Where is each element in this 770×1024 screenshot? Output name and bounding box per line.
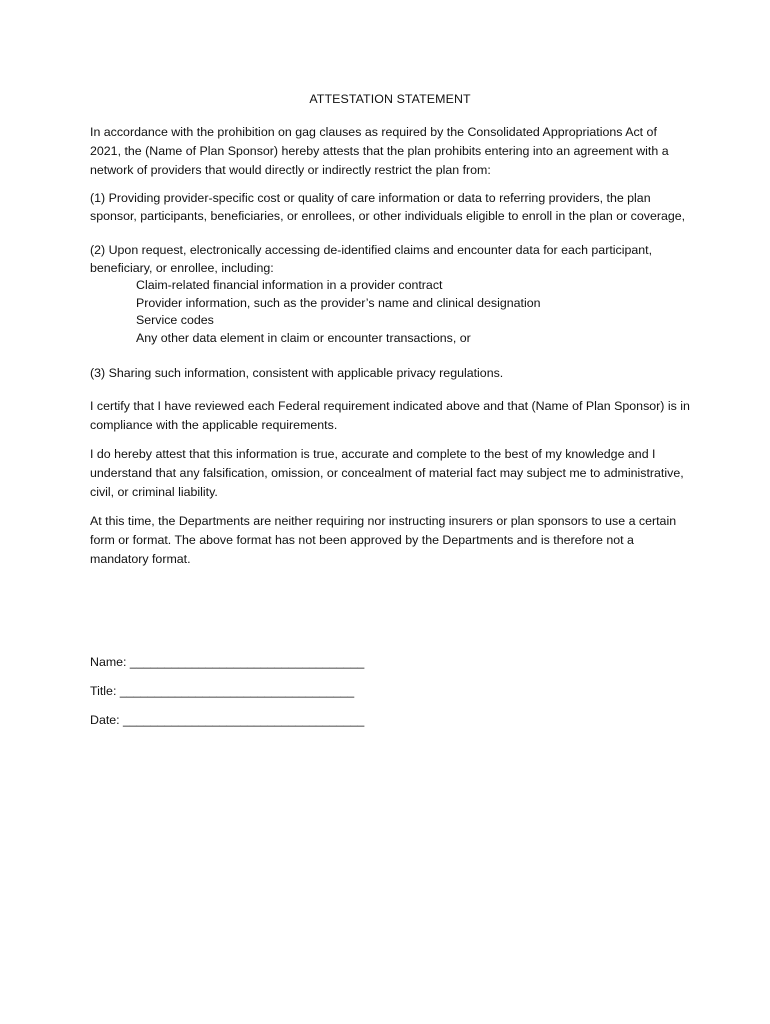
item-2-list [90,277,690,347]
item-3-paragraph: (3) Sharing such information, consistent with applicable privacy regulations. [90,366,504,380]
signature-block [90,653,364,740]
list-item: Any other data element in claim or encounter transactions, or [136,330,471,345]
attest-paragraph: I do hereby attest that this information is true, accurate and complete to the best of my knowledge and I understand that any falsification, omission, or concealment of material fact may subject me to administrative, civil, or criminal liability. [90,447,684,499]
intro-paragraph: In accordance with the prohibition on gag clauses as required by the Consolidated Appropriations Act of 2021, the (Name of Plan Sponsor) hereby attests that the plan prohibits entering into an agreement with a network of providers that would directly or indirectly restrict the plan from: [90,125,669,177]
title-line: Title: __________________________________ [90,684,355,698]
document-body [90,92,690,579]
item-2-paragraph: (2) Upon request, electronically accessing de-identified claims and encounter data for each participant, beneficiary, or enrollee, including: [90,243,653,275]
list-item: Provider information, such as the provider’s name and clinical designation [136,295,541,310]
document-title: ATTESTATION STATEMENT [309,92,471,106]
date-line: Date: ___________________________________ [90,713,365,727]
list-item: Claim-related financial information in a provider contract [136,278,443,292]
departments-paragraph: At this time, the Departments are neither requiring nor instructing insurers or plan sponsors to use a certain form or format. The above format has not been approved by the Departments and is therefore not a mandatory format. [90,514,677,566]
certify-paragraph: I certify that I have reviewed each Federal requirement indicated above and that (Name of Plan Sponsor) is in compliance with the applicable requirements. [90,399,690,432]
list-item: Service codes [136,313,214,327]
name-line: Name: __________________________________ [90,655,365,669]
item-1-paragraph: (1) Providing provider-specific cost or quality of care information or data to referring providers, the plan sponsor, participants, beneficiaries, or enrollees, or other individuals eligible to enroll in the plan or coverage, [90,191,686,223]
